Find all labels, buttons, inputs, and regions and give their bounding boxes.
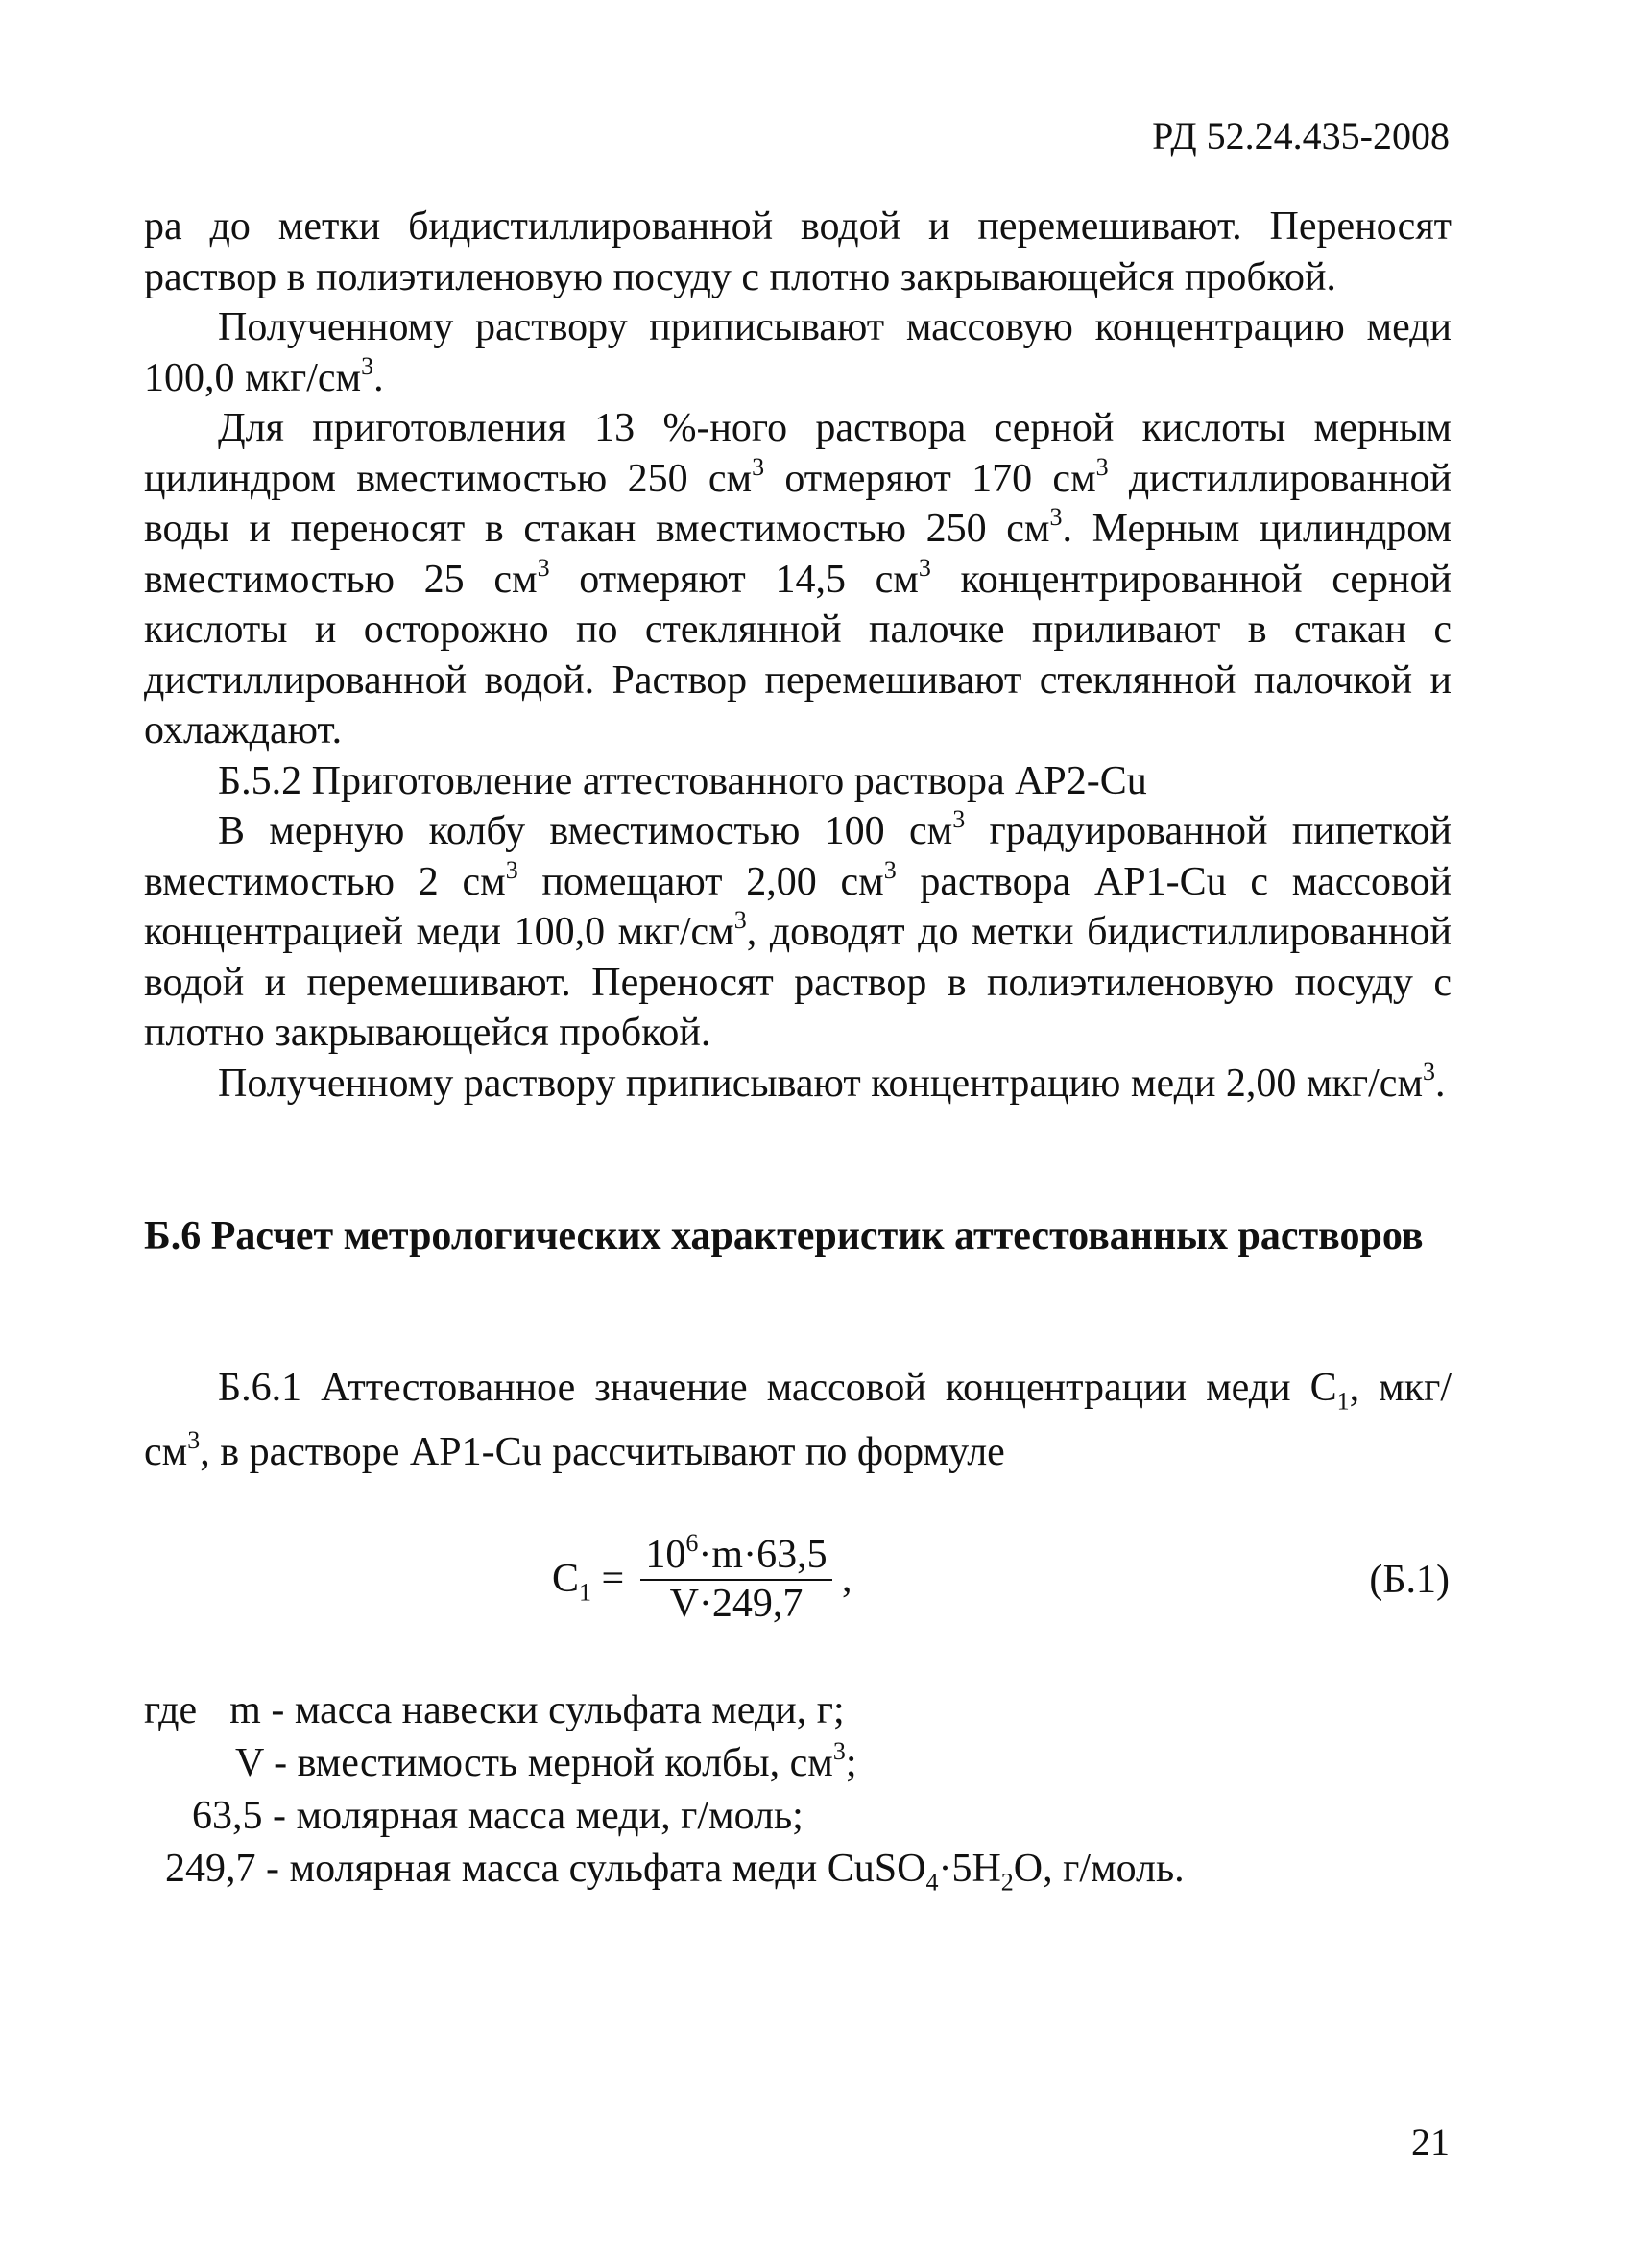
page-number: 21 bbox=[1411, 2120, 1450, 2163]
p4-sup3: 3 bbox=[883, 855, 897, 884]
definition-text: - молярная масса меди, г/моль; bbox=[262, 1794, 804, 1838]
definitions-list bbox=[144, 1684, 1185, 1896]
formula-comma: , bbox=[842, 1557, 852, 1601]
p6-sub: 1 bbox=[1336, 1387, 1350, 1416]
definition-sup: 3 bbox=[832, 1737, 846, 1765]
definition-key: V bbox=[235, 1741, 264, 1785]
definition-text: - вместимость мерной колбы, см bbox=[263, 1741, 833, 1785]
definition-mid: ·5H bbox=[938, 1847, 1001, 1891]
p5-sup: 3 bbox=[1423, 1057, 1436, 1086]
p3-sup1: 3 bbox=[752, 452, 765, 481]
formula-fraction bbox=[640, 1531, 832, 1627]
formula-c: С bbox=[552, 1557, 580, 1601]
definition-cuso4-molar bbox=[144, 1843, 1185, 1896]
numerator-exp: 6 bbox=[685, 1529, 699, 1557]
p3-d: . Мерным цилиндром вместимостью 25 см bbox=[144, 507, 1452, 602]
formula-c-sub: 1 bbox=[579, 1578, 592, 1607]
p4-d: раствора АР1-Cu с массовой концентрацией меди 100,0 мкг/см bbox=[144, 859, 1452, 954]
section-heading-b6: Б.6 Расчет метрологических характеристик аттестованных растворов bbox=[144, 1214, 1424, 1258]
formula-b1 bbox=[552, 1531, 936, 1646]
p3-b: отмеряют 170 см bbox=[764, 456, 1096, 501]
p4-a: В мерную колбу вместимостью 100 см bbox=[218, 809, 953, 853]
formula-lhs bbox=[552, 1556, 624, 1607]
p6-a: Б.6.1 Аттестованное значение массовой концентрации меди С bbox=[218, 1366, 1337, 1410]
definition-text: - молярная масса сульфата меди CuSO bbox=[255, 1847, 926, 1891]
p3-sup3: 3 bbox=[1049, 503, 1063, 531]
text-block-b61 bbox=[144, 1363, 1452, 1477]
definition-end: O, г/моль. bbox=[1013, 1847, 1185, 1891]
p3-a: Для приготовления 13 %-ного раствора серной кислоты мерным цилиндром вместимостью 250 см bbox=[144, 406, 1452, 501]
definition-end: ; bbox=[845, 1741, 857, 1785]
definition-key: 63,5 bbox=[192, 1794, 263, 1838]
p5-end: . bbox=[1435, 1061, 1446, 1106]
formula-equals: = bbox=[591, 1557, 625, 1601]
definition-v bbox=[144, 1737, 1185, 1790]
paragraph-b61 bbox=[144, 1363, 1452, 1477]
subheading-b52: Б.5.2 Приготовление аттестованного раствора АР2-Cu bbox=[218, 758, 1147, 803]
p3-f: концентрированной серной кислоты и осторожно по стеклянной палочке приливают в стакан с дистиллированной водой. Раствор перемешивают стеклянной палочкой и охлаждают. bbox=[144, 557, 1452, 752]
definition-text: - масса навески сульфата меди, г; bbox=[260, 1688, 845, 1732]
p5-text: Полученному раствору приписывают концентрацию меди 2,00 мкг/см bbox=[218, 1061, 1424, 1106]
p3-sup2: 3 bbox=[1095, 452, 1109, 481]
p3-sup4: 3 bbox=[537, 553, 550, 582]
p4-sup1: 3 bbox=[952, 805, 966, 833]
paragraph-continuation: ра до метки бидистиллированной водой и перемешивают. Переносят раствор в полиэтиленовую посуду с плотно закрывающейся пробкой. bbox=[144, 204, 1452, 299]
p6-sup: 3 bbox=[187, 1425, 201, 1454]
paragraph-concentration bbox=[144, 302, 1452, 403]
equation-number: (Б.1) bbox=[1369, 1558, 1450, 1602]
p2-sup: 3 bbox=[361, 351, 374, 380]
definition-key: 249,7 bbox=[165, 1847, 256, 1891]
formula-numerator bbox=[640, 1531, 832, 1581]
paragraph-ar2 bbox=[144, 806, 1452, 1059]
p2-text: Полученному раствору приписывают массовую концентрацию меди 100,0 мкг/см bbox=[144, 305, 1452, 400]
definition-key: m bbox=[229, 1688, 261, 1732]
definition-m bbox=[144, 1684, 1185, 1737]
paragraph-ar2-concentration bbox=[144, 1059, 1452, 1110]
paragraph-sulfuric-acid bbox=[144, 403, 1452, 756]
definition-cu-molar bbox=[144, 1790, 1185, 1843]
p4-c: помещают 2,00 см bbox=[517, 859, 884, 904]
p4-sup4: 3 bbox=[733, 906, 747, 934]
definition-sub: 4 bbox=[925, 1868, 939, 1897]
p4-b: градуированной пипеткой вместимостью 2 см bbox=[144, 809, 1452, 904]
document-code: РД 52.24.435-2008 bbox=[1152, 114, 1450, 157]
definition-prefix: где bbox=[144, 1688, 198, 1732]
p4-e: , доводят до метки бидистиллированной водой и перемешивают. Переносят раствор в полиэтиленовую посуду с плотно закрывающейся пробкой. bbox=[144, 910, 1452, 1055]
p3-sup5: 3 bbox=[918, 553, 931, 582]
text-block-top bbox=[144, 202, 1452, 1109]
numerator-base: 10 bbox=[645, 1533, 686, 1577]
p3-e: отмеряют 14,5 см bbox=[549, 557, 919, 602]
p6-b: , мкг/см bbox=[144, 1366, 1452, 1474]
numerator-rest: ·m·63,5 bbox=[698, 1533, 828, 1577]
p3-c: дистиллированной воды и переносят в стакан вместимостью 250 см bbox=[144, 456, 1452, 551]
p2-end: . bbox=[373, 355, 384, 400]
definition-sub: 2 bbox=[1000, 1868, 1014, 1897]
p6-c: , в растворе АР1-Cu рассчитывают по формуле bbox=[200, 1429, 1005, 1474]
formula-denominator: V·249,7 bbox=[669, 1582, 804, 1626]
p4-sup2: 3 bbox=[505, 855, 518, 884]
